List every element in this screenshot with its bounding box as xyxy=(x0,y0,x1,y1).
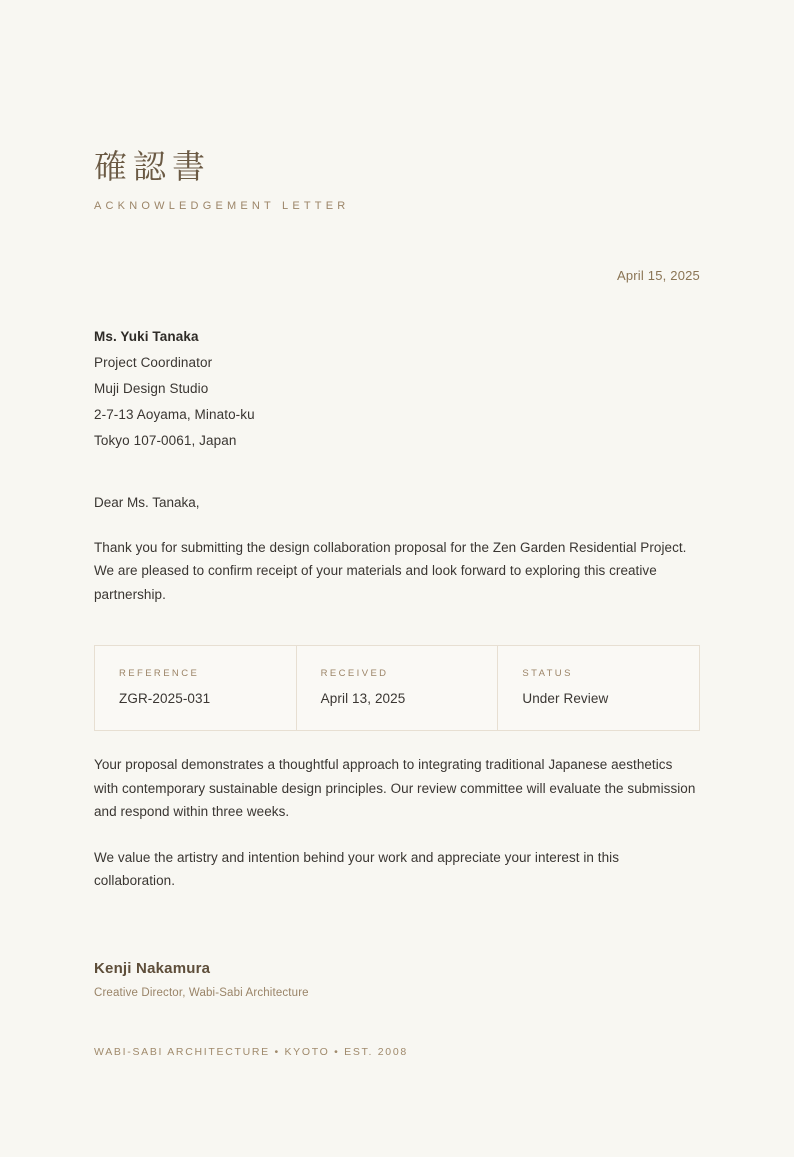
info-label-status: STATUS xyxy=(522,668,573,680)
signature-name: Kenji Nakamura xyxy=(94,959,211,977)
info-value-received: April 13, 2025 xyxy=(320,691,406,707)
page-title: 確認書 xyxy=(94,148,211,185)
reference-info-table xyxy=(94,645,700,731)
salutation: Dear Ms. Tanaka, xyxy=(94,494,200,510)
info-cell-received xyxy=(296,646,498,730)
info-label-received: RECEIVED xyxy=(320,668,389,680)
status-badge: Under Review xyxy=(522,691,609,707)
body-paragraph-3: We value the artistry and intention behind your work and appreciate your interest in this collaboration. xyxy=(94,849,619,889)
recipient-role: Project Coordinator xyxy=(94,354,213,370)
letter-date: April 15, 2025 xyxy=(616,267,700,283)
document-subtitle: ACKNOWLEDGEMENT LETTER xyxy=(94,199,350,212)
info-label-reference: REFERENCE xyxy=(119,668,200,680)
recipient-street: 2-7-13 Aoyama, Minato-ku xyxy=(94,406,255,422)
recipient-company: Muji Design Studio xyxy=(94,380,209,396)
signature-block xyxy=(94,960,700,999)
recipient-city: Tokyo 107-0061, Japan xyxy=(94,432,237,448)
body-paragraph-1: Thank you for submitting the design collaboration proposal for the Zen Garden Residential Project. We are pleased to confirm receipt of your materials and look forward to exploring this creative partnership. xyxy=(94,539,687,602)
info-value-reference: ZGR-2025-031 xyxy=(119,691,211,707)
info-cell-reference xyxy=(95,646,296,730)
letterhead xyxy=(94,0,700,212)
signature-role: Creative Director, Wabi-Sabi Architecture xyxy=(94,986,309,999)
page-footer: WABI-SABI ARCHITECTURE • KYOTO • EST. 2008 xyxy=(94,1045,408,1058)
body-paragraph-2: Your proposal demonstrates a thoughtful approach to integrating traditional Japanese aesthetics with contemporary sustainable design principles. Our review committee will evaluate the submission and respond within three weeks. xyxy=(94,757,696,820)
recipient-address-block xyxy=(94,324,700,454)
info-cell-status xyxy=(497,646,699,730)
recipient-name: Ms. Yuki Tanaka xyxy=(94,328,199,344)
